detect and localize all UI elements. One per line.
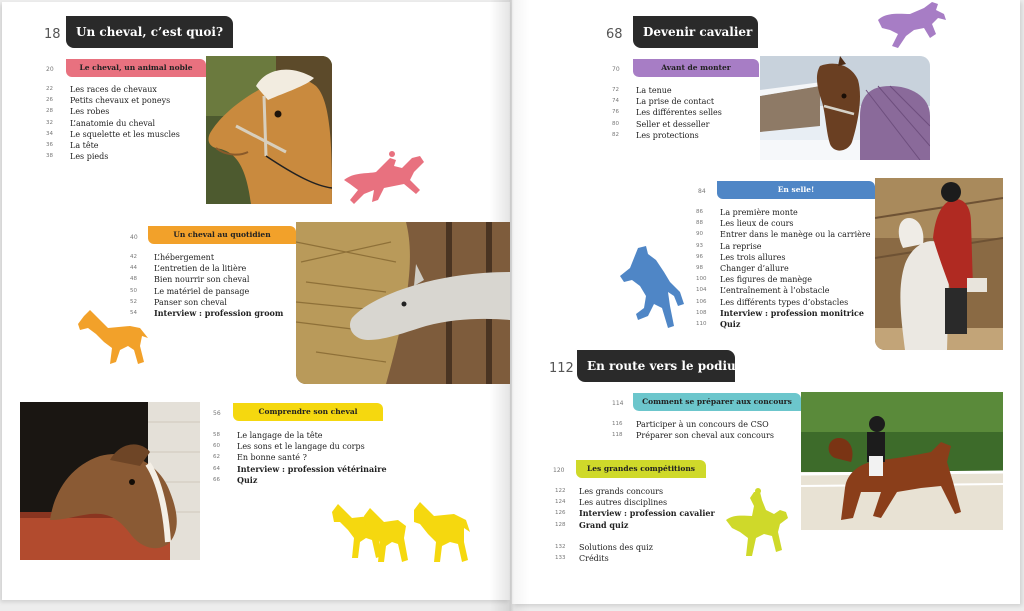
toc-entry[interactable]: 100 $^{Les figures de manège}$ <box>696 275 813 285</box>
toc-list <box>555 486 715 531</box>
toc-entry[interactable]: 93 $^{La reprise}$ <box>696 241 762 251</box>
section-number: 20 <box>46 66 54 73</box>
toc-entry[interactable]: 90 $^{Entrer dans le manège ou la carrière}$ <box>696 230 871 240</box>
toc-entry[interactable]: 82 $^{Les protections}$ <box>612 130 699 140</box>
photo-rider-on-grey-horse <box>875 178 1003 350</box>
photo-horse-head-blond <box>206 56 332 204</box>
toc-entry[interactable]: 42 $^{L’hébergement}$ <box>130 253 215 262</box>
section-tab[interactable]: En selle! <box>717 181 875 199</box>
photo-horse-in-stable <box>20 402 200 560</box>
walking-horse-icon <box>78 306 150 372</box>
section-number: 40 <box>130 234 138 241</box>
toc-entry[interactable]: 108 $^{Interview : profession monitrice}$ <box>696 307 864 318</box>
toc-entry[interactable]: 32 $^{L’anatomie du cheval}$ <box>46 118 156 128</box>
section-number: 70 <box>612 66 620 73</box>
galloping-jockey-icon <box>340 150 426 210</box>
section-number: 120 <box>553 467 565 474</box>
section-tab[interactable]: Un cheval au quotidien <box>148 226 296 244</box>
toc-entry[interactable]: 54 $^{Interview : profession groom}$ <box>130 307 284 318</box>
toc-entry[interactable]: 124 $^{Les autres disciplines}$ <box>555 498 668 508</box>
photo-dressage-rider <box>801 392 1003 530</box>
toc-entry[interactable]: 62 $^{En bonne santé ?}$ <box>213 453 307 463</box>
toc-entry[interactable]: 88 $^{Les lieux de cours}$ <box>696 219 794 229</box>
toc-entry[interactable]: 86 $^{La première monte}$ <box>696 208 798 217</box>
toc-entry[interactable]: 52 $^{Panser son cheval}$ <box>130 297 227 307</box>
toc-entry[interactable]: 116 $^{Participer à un concours de CSO}$ <box>612 420 769 429</box>
toc-entry[interactable]: 80 $^{Seller et desseller}$ <box>612 119 710 129</box>
photo-horse-in-blanket <box>760 56 930 160</box>
toc-entry[interactable]: 110 $^{Quiz}$ <box>696 318 741 329</box>
chapter-title[interactable]: Un cheval, c’est quoi? <box>66 16 233 48</box>
toc-entry[interactable]: 96 $^{Les trois allures}$ <box>696 252 786 262</box>
toc-entry[interactable]: 74 $^{La prise de contact}$ <box>612 97 715 107</box>
toc-entry[interactable]: 118 $^{Préparer son cheval aux concours}$ <box>612 431 774 441</box>
toc-list <box>612 85 722 141</box>
toc-entry[interactable]: 128 $^{Grand quiz}$ <box>555 519 629 530</box>
toc-entry[interactable]: 36 $^{La tête}$ <box>46 140 99 150</box>
rider-icon <box>724 488 790 562</box>
toc-list <box>612 419 774 441</box>
section-tab[interactable]: Les grandes compétitions <box>576 460 706 478</box>
toc-list-extras <box>555 542 653 564</box>
toc-entry[interactable]: 50 $^{Le matériel de pansage}$ <box>130 286 250 296</box>
section-tab[interactable]: Comprendre son cheval <box>233 403 383 421</box>
toc-entry[interactable]: 38 $^{Les pieds}$ <box>46 152 109 162</box>
section-number: 56 <box>213 410 221 417</box>
chapter-number: 18 <box>44 27 61 42</box>
horse-herd-icon <box>330 498 476 568</box>
chapter-title[interactable]: En route vers le podium! <box>577 350 735 382</box>
toc-entry[interactable]: 106 $^{Les différents types d’obstacles}$ <box>696 297 849 307</box>
section-number: 114 <box>612 400 624 407</box>
toc-list <box>130 252 283 319</box>
toc-entry[interactable]: 76 $^{Les différentes selles}$ <box>612 108 722 118</box>
toc-entry[interactable]: 22 $^{Les races de chevaux}$ <box>46 85 157 94</box>
toc-entry[interactable]: 28 $^{Les robes}$ <box>46 107 110 117</box>
chapter-number: 112 <box>549 361 574 376</box>
toc-entry[interactable]: 66 $^{Quiz}$ <box>213 474 258 485</box>
rearing-horse-icon <box>618 246 686 334</box>
section-number: 84 <box>698 188 706 195</box>
toc-entry[interactable]: 132 $^{Solutions des quiz}$ <box>555 543 653 552</box>
toc-entry[interactable]: 58 $^{Le langage de la tête}$ <box>213 431 323 440</box>
toc-entry[interactable]: 133 $^{Crédits}$ <box>555 554 609 564</box>
section-tab[interactable]: Avant de monter <box>633 59 759 77</box>
photo-horse-eating-hay <box>296 222 510 384</box>
toc-entry[interactable]: 60 $^{Les sons et le langage du corps}$ <box>213 442 365 452</box>
toc-list <box>696 207 870 330</box>
toc-list <box>213 430 387 486</box>
toc-list <box>46 84 180 162</box>
toc-entry[interactable]: 44 $^{L’entretien de la litière}$ <box>130 264 247 274</box>
toc-entry[interactable]: 122 $^{Les grands concours}$ <box>555 487 664 496</box>
chapter-title[interactable]: Devenir cavalier <box>633 16 758 48</box>
toc-entry[interactable]: 34 $^{Le squelette et les muscles}$ <box>46 129 180 139</box>
toc-entry[interactable]: 72 $^{La tenue}$ <box>612 86 672 95</box>
toc-entry[interactable]: 126 $^{Interview : profession cavalier}$ <box>555 508 715 519</box>
toc-entry[interactable]: 48 $^{Bien nourrir son cheval}$ <box>130 275 250 285</box>
section-tab[interactable]: Comment se préparer aux concours <box>633 393 801 411</box>
toc-entry[interactable]: 104 $^{L’entraînement à l’obstacle}$ <box>696 286 830 296</box>
section-tab[interactable]: Le cheval, un animal noble <box>66 59 206 77</box>
running-horse-icon <box>876 0 948 54</box>
toc-entry[interactable]: 26 $^{Petits chevaux et poneys}$ <box>46 96 171 106</box>
chapter-number: 68 <box>606 27 623 42</box>
toc-entry[interactable]: 98 $^{Changer d’allure}$ <box>696 263 789 273</box>
toc-entry[interactable]: 64 $^{Interview : profession vétérinaire}$ <box>213 463 387 474</box>
